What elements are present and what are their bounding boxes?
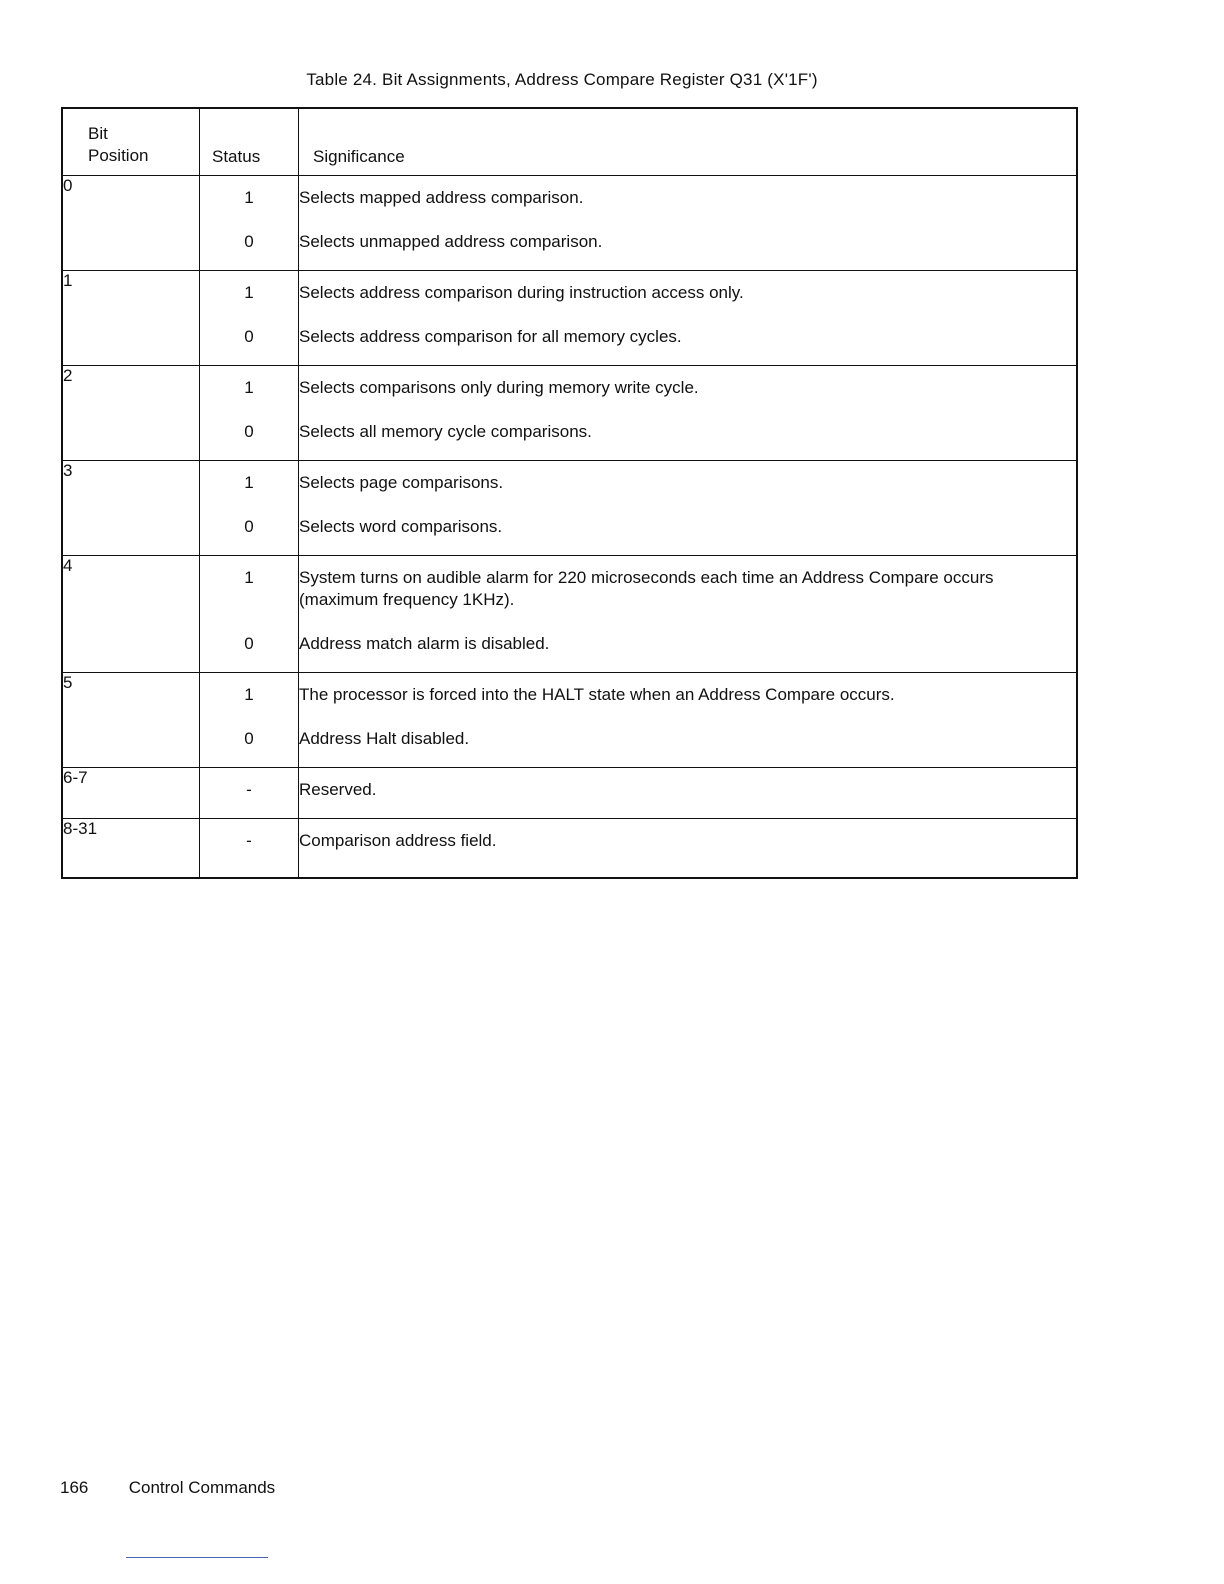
- page-footer: [60, 1478, 275, 1498]
- header-bit-position: [62, 108, 200, 176]
- table-row: [62, 366, 1077, 461]
- status-cell: [200, 366, 299, 461]
- status-value: 0: [244, 729, 254, 748]
- significance-text: Address match alarm is disabled.: [299, 634, 550, 653]
- status-value: 1: [244, 568, 254, 587]
- status-cell: [200, 673, 299, 768]
- status-value: 1: [244, 685, 254, 704]
- bit-position-cell: 0: [62, 176, 200, 271]
- bit-position-cell: 2: [62, 366, 200, 461]
- significance-text: Selects unmapped address comparison.: [299, 232, 603, 251]
- status-value: 1: [244, 188, 254, 207]
- header-significance: Significance: [299, 108, 1078, 176]
- status-cell: [200, 768, 299, 819]
- significance-text: Selects page comparisons.: [299, 473, 504, 492]
- significance-text: Comparison address field.: [299, 831, 497, 850]
- status-value: 0: [244, 232, 254, 251]
- table-row: [62, 461, 1077, 556]
- status-cell: [200, 461, 299, 556]
- significance-text: Selects all memory cycle comparisons.: [299, 422, 592, 441]
- significance-text: Selects word comparisons.: [299, 517, 503, 536]
- table-row: [62, 556, 1077, 673]
- significance-cell: [299, 556, 1078, 673]
- bit-position-cell: 1: [62, 271, 200, 366]
- table-header-row: [62, 108, 1077, 176]
- bit-position-cell: 4: [62, 556, 200, 673]
- table-row: [62, 768, 1077, 819]
- status-value: 0: [244, 327, 254, 346]
- bit-position-cell: 5: [62, 673, 200, 768]
- status-value: -: [246, 780, 252, 799]
- status-value: 0: [244, 422, 254, 441]
- significance-cell: [299, 271, 1078, 366]
- significance-cell: [299, 768, 1078, 819]
- status-cell: [200, 271, 299, 366]
- significance-cell: [299, 176, 1078, 271]
- header-bit-position-line2: Position: [88, 146, 149, 165]
- significance-text: System turns on audible alarm for 220 microseconds each time an Address Compare occurs (maximum frequency 1KHz).: [299, 568, 994, 609]
- status-value: 0: [244, 517, 254, 536]
- status-value: -: [246, 831, 252, 850]
- status-cell: [200, 556, 299, 673]
- status-cell: [200, 819, 299, 879]
- significance-text: Reserved.: [299, 780, 377, 799]
- header-status: Status: [200, 108, 299, 176]
- status-value: 1: [244, 283, 254, 302]
- significance-text: The processor is forced into the HALT state when an Address Compare occurs.: [299, 685, 895, 704]
- significance-text: Selects comparisons only during memory write cycle.: [299, 378, 699, 397]
- significance-text: Selects address comparison for all memory cycles.: [299, 327, 682, 346]
- status-cell: [200, 176, 299, 271]
- significance-cell: [299, 819, 1078, 879]
- status-value: 1: [244, 473, 254, 492]
- status-value: 1: [244, 378, 254, 397]
- table-row: [62, 819, 1077, 879]
- status-value: 0: [244, 634, 254, 653]
- bit-position-cell: 8-31: [62, 819, 200, 879]
- significance-text: Selects mapped address comparison.: [299, 188, 584, 207]
- bit-position-cell: 3: [62, 461, 200, 556]
- table-caption: Table 24. Bit Assignments, Address Compare Register Q31 (X'1F'): [306, 70, 818, 89]
- page-number: 166: [60, 1478, 89, 1497]
- scan-artifact-line: [126, 1557, 268, 1558]
- bit-position-cell: 6-7: [62, 768, 200, 819]
- table-row: [62, 271, 1077, 366]
- significance-cell: [299, 461, 1078, 556]
- significance-text: Selects address comparison during instruction access only.: [299, 283, 744, 302]
- bit-assignments-table: [61, 107, 1078, 879]
- table-row: [62, 673, 1077, 768]
- table-row: [62, 176, 1077, 271]
- significance-cell: [299, 673, 1078, 768]
- header-bit-position-line1: Bit: [88, 124, 108, 143]
- significance-cell: [299, 366, 1078, 461]
- significance-text: Address Halt disabled.: [299, 729, 470, 748]
- section-title: Control Commands: [128, 1478, 276, 1497]
